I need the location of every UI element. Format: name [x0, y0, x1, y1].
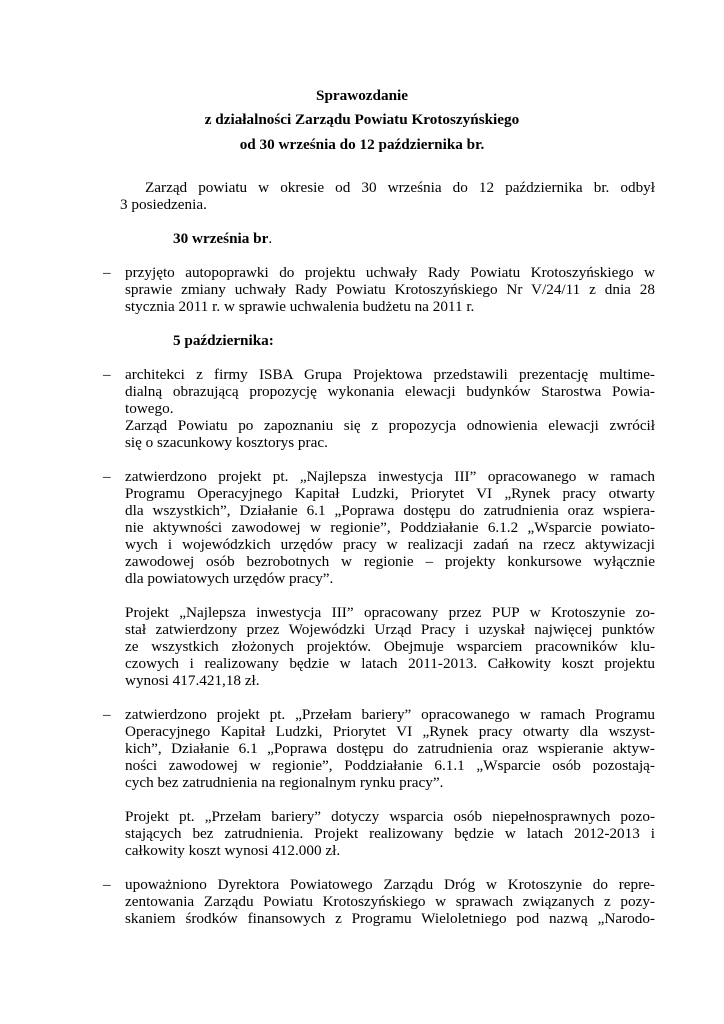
- paragraph-line: ze wszystkich złożonych projektów. Obejmuje wsparciem pracowników klu-: [125, 638, 655, 655]
- bullet-line: Operacyjnego Kapitał Ludzki, Priorytet VI „Rynek pracy otwarty dla wszyst-: [125, 723, 655, 740]
- paragraph-line: wynosi 417.421,18 zł.: [125, 672, 260, 689]
- bullet-line: sprawie zmiany uchwały Rady Powiatu Krotoszyńskiego Nr V/24/11 z dnia 28: [125, 281, 655, 298]
- bullet-line: przyjęto autopoprawki do projektu uchwały Rady Powiatu Krotoszyńskiego w: [125, 264, 655, 281]
- document-title: Sprawozdanie: [316, 87, 408, 104]
- bullet-line: ności zawodowej w regionie”, Poddziałanie 6.1.1 „Wsparcie osób pozostają-: [125, 757, 655, 774]
- intro-line: 3 posiedzenia.: [120, 196, 207, 213]
- paragraph-line: Projekt pt. „Przełam bariery” dotyczy wsparcia osób niepełnosprawnych pozo-: [125, 808, 655, 825]
- bullet-line: towego.: [125, 400, 174, 417]
- bullet-dash: –: [103, 468, 111, 485]
- paragraph-line: Projekt „Najlepsza inwestycja III” opracowany przez PUP w Krotoszynie zo-: [125, 604, 655, 621]
- bullet-line: wych i wojewódzkich urzędów pracy w realizacji zadań na rzecz aktywizacji: [125, 536, 655, 553]
- bullet-dash: –: [103, 706, 111, 723]
- bullet-line: zentowania Zarządu Powiatu Krotoszyńskiego w sprawach związanych z pozy-: [125, 893, 655, 910]
- bullet-line: Zarząd Powiatu po zapoznaniu się z propozycja odnowienia elewacji zwrócił: [125, 417, 655, 434]
- paragraph-line: całkowity koszt wynosi 412.000 zł.: [125, 842, 341, 859]
- bullet-dash: –: [103, 264, 111, 281]
- section-heading-30-sep: 30 września br.: [173, 230, 273, 247]
- bullet-line: kich”, Działanie 6.1 „Poprawa dostępu do zatrudnienia oraz wspieranie aktyw-: [125, 740, 655, 757]
- bullet-line: skaniem środków finansowych z Programu Wieloletniego pod nazwą „Narodo-: [125, 910, 655, 927]
- bullet-line: upoważniono Dyrektora Powiatowego Zarządu Dróg w Krotoszynie do repre-: [125, 876, 655, 893]
- paragraph-line: stał zatwierdzony przez Wojewódzki Urząd Pracy i uzyskał najwięcej punktów: [125, 621, 655, 638]
- paragraph-line: czowych i realizowany będzie w latach 2011-2013. Całkowity koszt projektu: [125, 655, 655, 672]
- bullet-line: dialną obrazującą propozycję wykonania elewacji budynków Starostwa Powia-: [125, 383, 655, 400]
- bullet-line: zawodowej osób bezrobotnych w regionie – projekty konkursowe wyłącznie: [125, 553, 655, 570]
- bullet-line: się o szacunkowy kosztorys prac.: [125, 434, 328, 451]
- document-period: od 30 września do 12 października br.: [239, 136, 485, 153]
- bullet-line: dla wszystkich”, Działanie 6.1 „Poprawa dostępu do zatrudnienia oraz wspiera-: [125, 502, 655, 519]
- bullet-line: Programu Operacyjnego Kapitał Ludzki, Priorytet VI „Rynek pracy otwarty: [125, 485, 655, 502]
- bullet-line: cych bez zatrudnienia na regionalnym rynku pracy”.: [125, 774, 444, 791]
- intro-line: Zarząd powiatu w okresie od 30 września do 12 października br. odbył: [145, 179, 655, 196]
- bullet-line: dla powiatowych urzędów pracy”.: [125, 570, 334, 587]
- bullet-line: architekci z firmy ISBA Grupa Projektowa przedstawili prezentację multime-: [125, 366, 655, 383]
- bullet-line: zatwierdzono projekt pt. „Najlepsza inwestycja III” opracowanego w ramach: [125, 468, 655, 485]
- bullet-line: nie aktywności zawodowej w regionie”, Poddziałanie 6.1.2 „Wsparcie powiato-: [125, 519, 655, 536]
- bullet-dash: –: [103, 366, 111, 383]
- paragraph-line: stających bez zatrudnienia. Projekt realizowany będzie w latach 2012-2013 i: [125, 825, 655, 842]
- bullet-line: stycznia 2011 r. w sprawie uchwalenia budżetu na 2011 r.: [125, 298, 475, 315]
- bullet-dash: –: [103, 876, 111, 893]
- bullet-line: zatwierdzono projekt pt. „Przełam bariery” opracowanego w ramach Programu: [125, 706, 655, 723]
- document-subtitle: z działalności Zarządu Powiatu Krotoszyńskiego: [204, 111, 520, 128]
- section-heading-5-oct: 5 października:: [173, 332, 274, 349]
